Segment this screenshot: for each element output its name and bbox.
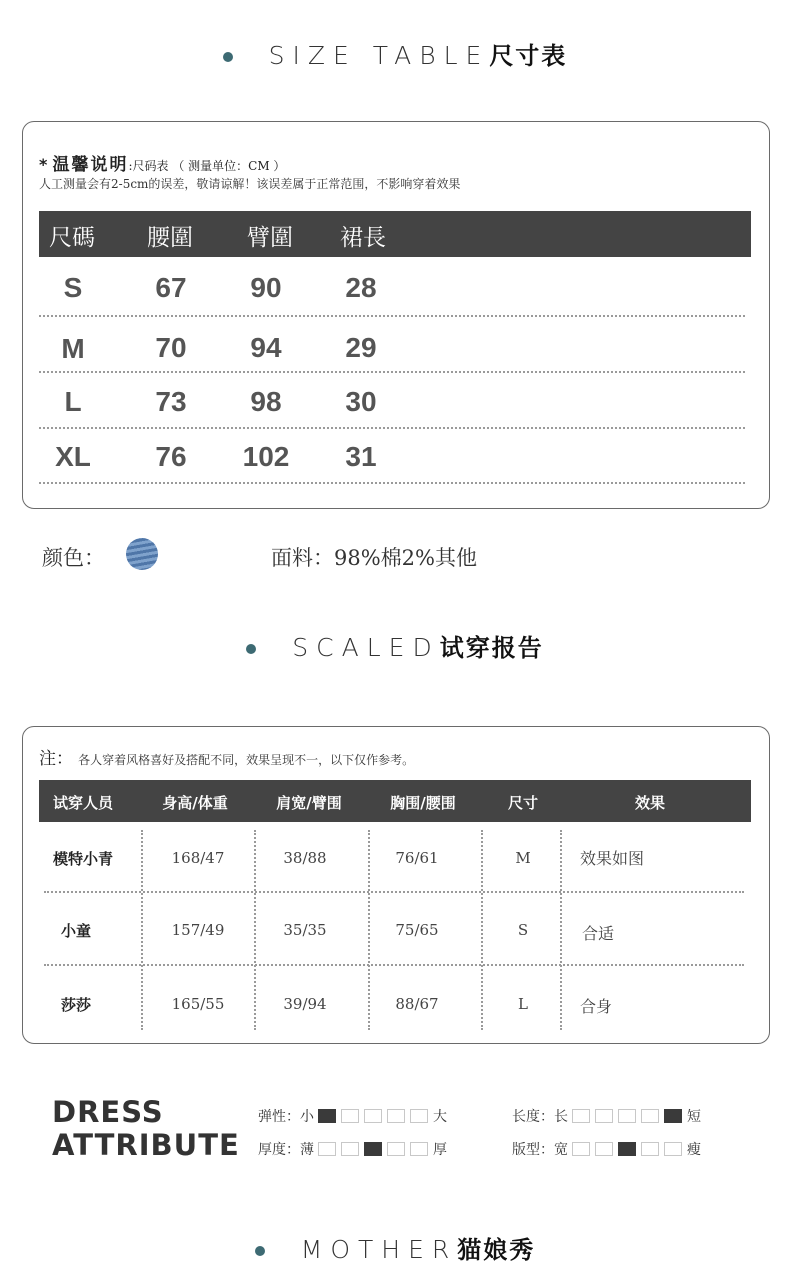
scale-square <box>364 1109 382 1123</box>
header-arm: 臂圍 <box>247 225 293 251</box>
thickness-scale <box>318 1141 433 1157</box>
color-swatch[interactable] <box>126 538 158 570</box>
scale-square <box>641 1142 659 1156</box>
scaled-heading: SCALED试穿报告 <box>0 628 790 663</box>
fit-scale <box>572 1141 687 1157</box>
header-waist: 腰圍 <box>147 225 193 251</box>
scale-square <box>387 1142 405 1156</box>
scale-square <box>364 1142 382 1156</box>
scale-square <box>618 1142 636 1156</box>
mother-heading: MOTHER猫娘秀 <box>0 1230 790 1265</box>
size-table-header <box>39 211 751 257</box>
scale-square <box>410 1142 428 1156</box>
attr-length: 长度：长 短 <box>512 1109 701 1125</box>
scale-square <box>572 1142 590 1156</box>
scale-square <box>664 1109 682 1123</box>
scale-square <box>595 1109 613 1123</box>
header-length: 裙長 <box>340 225 386 251</box>
row-divider <box>39 427 745 429</box>
scale-square <box>664 1142 682 1156</box>
fabric-label: 面料：98%棉2%其他 <box>271 546 477 570</box>
attr-fit: 版型：宽 瘦 <box>512 1142 701 1158</box>
row-divider <box>44 891 744 893</box>
length-scale <box>572 1108 687 1124</box>
dress-attribute-title: DRESS ATTRIBUTE <box>52 1095 240 1162</box>
scale-square <box>618 1109 636 1123</box>
scale-square <box>595 1142 613 1156</box>
size-table-heading: SIZE TABLE尺寸表 <box>0 36 790 71</box>
scale-square <box>341 1142 359 1156</box>
scale-square <box>572 1109 590 1123</box>
row-divider <box>44 964 744 966</box>
row-divider <box>39 482 745 484</box>
scale-square <box>641 1109 659 1123</box>
try-table-header: 试穿人员 身高/体重 肩宽/臂围 胸围/腰围 尺寸 效果 <box>39 780 751 822</box>
scale-square <box>410 1109 428 1123</box>
color-label: 颜色： <box>42 546 105 570</box>
attr-thickness: 厚度：薄 厚 <box>258 1142 447 1158</box>
scale-square <box>387 1109 405 1123</box>
bullet-dot-icon <box>223 52 233 62</box>
scale-square <box>318 1109 336 1123</box>
notice-title: * 温馨说明:尺码表 （ 测量单位：CM ） <box>39 155 286 175</box>
bullet-dot-icon <box>246 644 256 654</box>
attr-elasticity: 弹性：小 大 <box>258 1109 447 1125</box>
try-note: 注： 各人穿着风格喜好及搭配不同，效果呈现不一，以下仅作参考。 <box>39 749 415 769</box>
header-size: 尺碼 <box>49 225 95 251</box>
notice-text: 人工测量会有2-5cm的误差，敬请谅解！该误差属于正常范围，不影响穿着效果 <box>39 177 461 191</box>
bullet-dot-icon <box>255 1246 265 1256</box>
scale-square <box>318 1142 336 1156</box>
elasticity-scale <box>318 1108 433 1124</box>
row-divider <box>39 371 745 373</box>
scale-square <box>341 1109 359 1123</box>
row-divider <box>39 315 745 317</box>
